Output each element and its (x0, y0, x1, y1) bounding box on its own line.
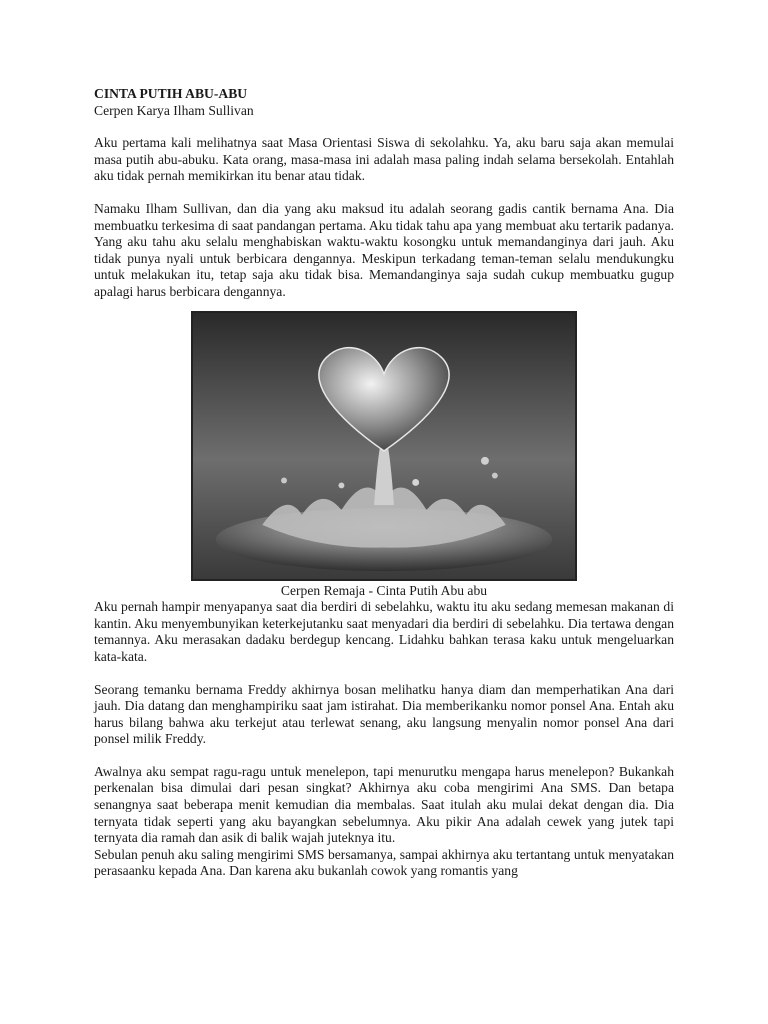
paragraph-1: Aku pertama kali melihatnya saat Masa Orientasi Siswa di sekolahku. Ya, aku baru saja akan memulai masa putih abu-abuku. Kata orang, masa-masa ini adalah masa paling indah selama bersekolah. Entahlah aku tidak pernah memikirkan itu benar atau tidak. (94, 135, 674, 184)
figure-caption: Cerpen Remaja - Cinta Putih Abu abu (280, 582, 488, 598)
paragraph-4: Seorang temanku bernama Freddy akhirnya bosan melihatku hanya diam dan memperhatikan Ana dari jauh. Dia datang dan menghampiriku saat jam istirahat. Dia memberikanku nomor ponsel Ana. Entah aku harus bilang bahwa aku terkejut atau terlewat senang, aku langsung menyalin nomor ponsel Ana dari ponsel milik Freddy. (94, 681, 674, 747)
paragraph-2: Namaku Ilham Sullivan, dan dia yang aku maksud itu adalah seorang gadis cantik bernama Ana. Dia membuatku terkesima di saat pandangan pertama. Aku tidak tahu apa yang membuat aku tertarik padanya. Yang aku tahu aku selalu menghabiskan waktu-waktu kosongku untuk memandanginya dari jauh. Aku tidak punya nyali untuk berbicara dengannya. Meskipun terkadang teman-teman selalu mendukungku untuk melakukan itu, tetap saja aku tidak bisa. Memandanginya saja sudah cukup membuatku gugup apalagi harus berbicara dengannya. (94, 200, 674, 299)
document-subtitle: Cerpen Karya Ilham Sullivan (94, 102, 254, 118)
heart-splash-illustration (193, 313, 575, 579)
document-page (94, 86, 674, 880)
heart-splash-image (191, 311, 577, 581)
paragraph-6: Sebulan penuh aku saling mengirimi SMS bersamanya, sampai akhirnya aku tertantang untuk menyatakan perasaanku kepada Ana. Dan karena aku bukanlah cowok yang romantis yang (94, 846, 674, 879)
story-figure (94, 311, 674, 600)
paragraph-3: Aku pernah hampir menyapanya saat dia berdiri di sebelahku, waktu itu aku sedang memesan makanan di kantin. Aku menyembunyikan keterkejutanku saat menyadari dia berdiri di sebelahku. Dia tertawa dengan temannya. Aku merasakan dadaku berdegup kencang. Lidahku bahkan terasa kaku untuk mengeluarkan kata-kata. (94, 599, 674, 664)
document-title: CINTA PUTIH ABU-ABU (94, 86, 248, 101)
paragraph-5: Awalnya aku sempat ragu-ragu untuk menelepon, tapi menurutku mengapa harus menelepon? Bukankah perkenalan bisa dimulai dari pesan singkat? Akhirnya aku coba mengirimi Ana SMS. Dan betapa senangnya saat beberapa menit kemudian dia membalas. Saat itulah aku mulai dekat dengan dia. Dia ternyata tidak seperti yang aku bayangkan sebelumnya. Aku pikir Ana adalah cewek yang jutek tapi ternyata dia ramah dan asik di balik wajah juteknya itu. (94, 763, 674, 846)
